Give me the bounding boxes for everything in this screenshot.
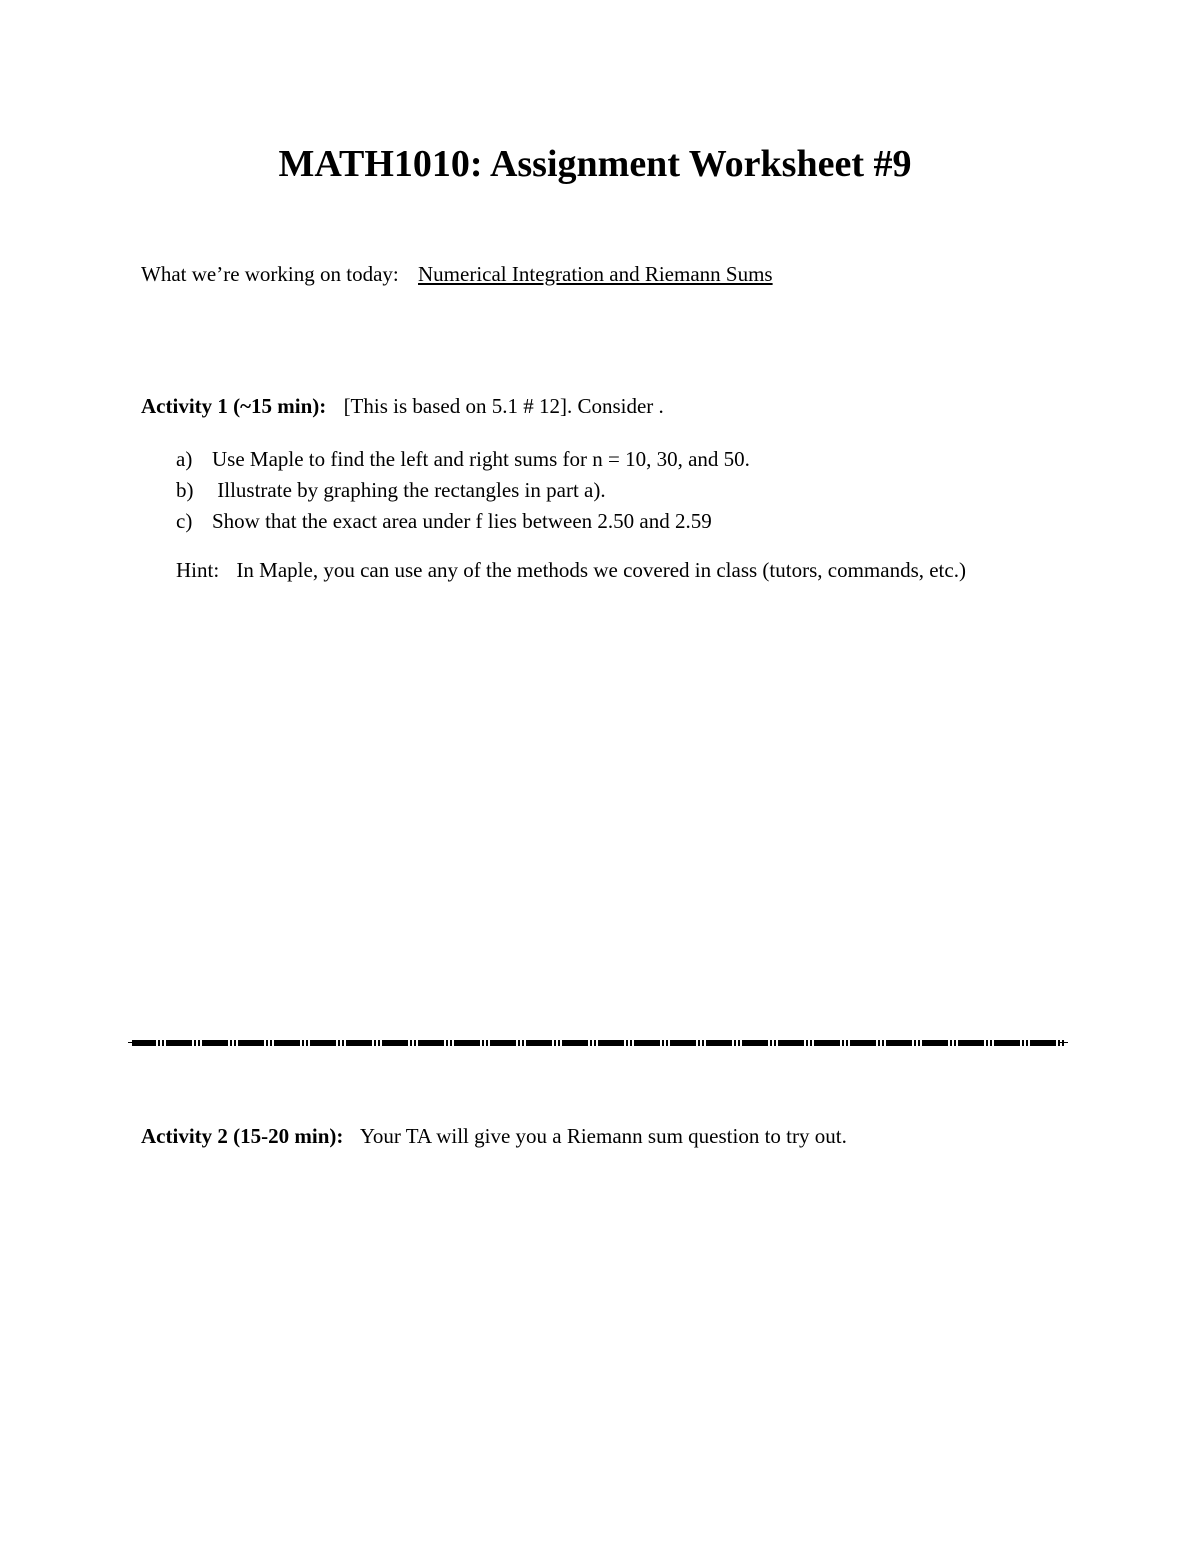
activity-1-heading bbox=[141, 392, 664, 420]
topic-value: Numerical Integration and Riemann Sums bbox=[418, 262, 773, 286]
list-item-text: Use Maple to find the left and right sums for n = 10, 30, and 50. bbox=[212, 447, 750, 471]
activity-1-text: [This is based on 5.1 # 12]. Consider . bbox=[343, 394, 664, 418]
list-marker: a) bbox=[176, 447, 193, 471]
activity-1-label: Activity 1 (~15 min): bbox=[141, 394, 327, 418]
activity-2-heading bbox=[141, 1122, 847, 1150]
hint-text: In Maple, you can use any of the methods we covered in class (tutors, commands, etc.) bbox=[236, 558, 966, 582]
cut-line-divider bbox=[132, 1040, 1064, 1046]
list-item-text: Show that the exact area under f lies between 2.50 and 2.59 bbox=[212, 509, 712, 533]
list-item bbox=[176, 444, 750, 475]
activity-2-text: Your TA will give you a Riemann sum question to try out. bbox=[359, 1124, 847, 1148]
list-marker: c) bbox=[176, 509, 193, 533]
topic-label: What we’re working on today: bbox=[141, 262, 399, 286]
activity-2-label: Activity 2 (15-20 min): bbox=[141, 1124, 344, 1148]
list-item bbox=[176, 506, 750, 537]
list-item bbox=[176, 475, 750, 506]
hint-label: Hint: bbox=[176, 558, 220, 582]
topic-line bbox=[141, 260, 773, 288]
activity-1-task-list bbox=[176, 444, 750, 537]
list-item-text: Illustrate by graphing the rectangles in part a). bbox=[212, 478, 606, 502]
list-marker: b) bbox=[176, 478, 194, 502]
page-title: MATH1010: Assignment Worksheet #9 bbox=[278, 143, 912, 185]
activity-1-hint bbox=[176, 556, 966, 584]
